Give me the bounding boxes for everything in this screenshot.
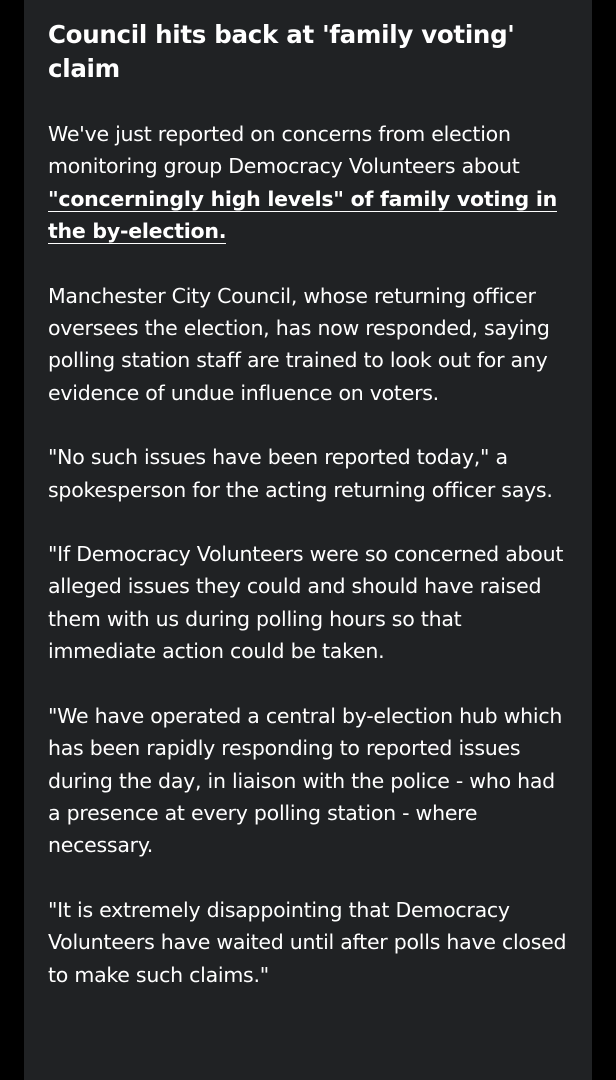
family-voting-report-link[interactable]: "concerningly high levels" of family voting in the by-election. (48, 186, 557, 244)
post-paragraph-6: "It is extremely disappointing that Democracy Volunteers have waited until after polls have closed to make such claims." (48, 897, 567, 987)
post-headline: Council hits back at 'family voting' claim (48, 20, 515, 83)
post-paragraph-3: "No such issues have been reported today," a spokesperson for the acting returning officer says. (48, 445, 553, 502)
post-paragraph-4: "If Democracy Volunteers were so concerned about alleged issues they could and should have raised them with us during polling hours so that immediate action could be taken. (48, 542, 564, 664)
post-paragraph-1 (48, 118, 568, 248)
post-paragraph-2: Manchester City Council, whose returning officer oversees the election, has now responded, saying polling station staff are trained to look out for any evidence of undue influence on voters. (48, 283, 550, 405)
post-paragraph-5: "We have operated a central by-election hub which has been rapidly responding to reported issues during the day, in liaison with the police - who had a presence at every polling station - where necessary. (48, 703, 563, 858)
paragraph-1-text: We've just reported on concerns from election monitoring group Democracy Volunteers about (48, 122, 520, 179)
live-post-card (24, 0, 592, 1080)
